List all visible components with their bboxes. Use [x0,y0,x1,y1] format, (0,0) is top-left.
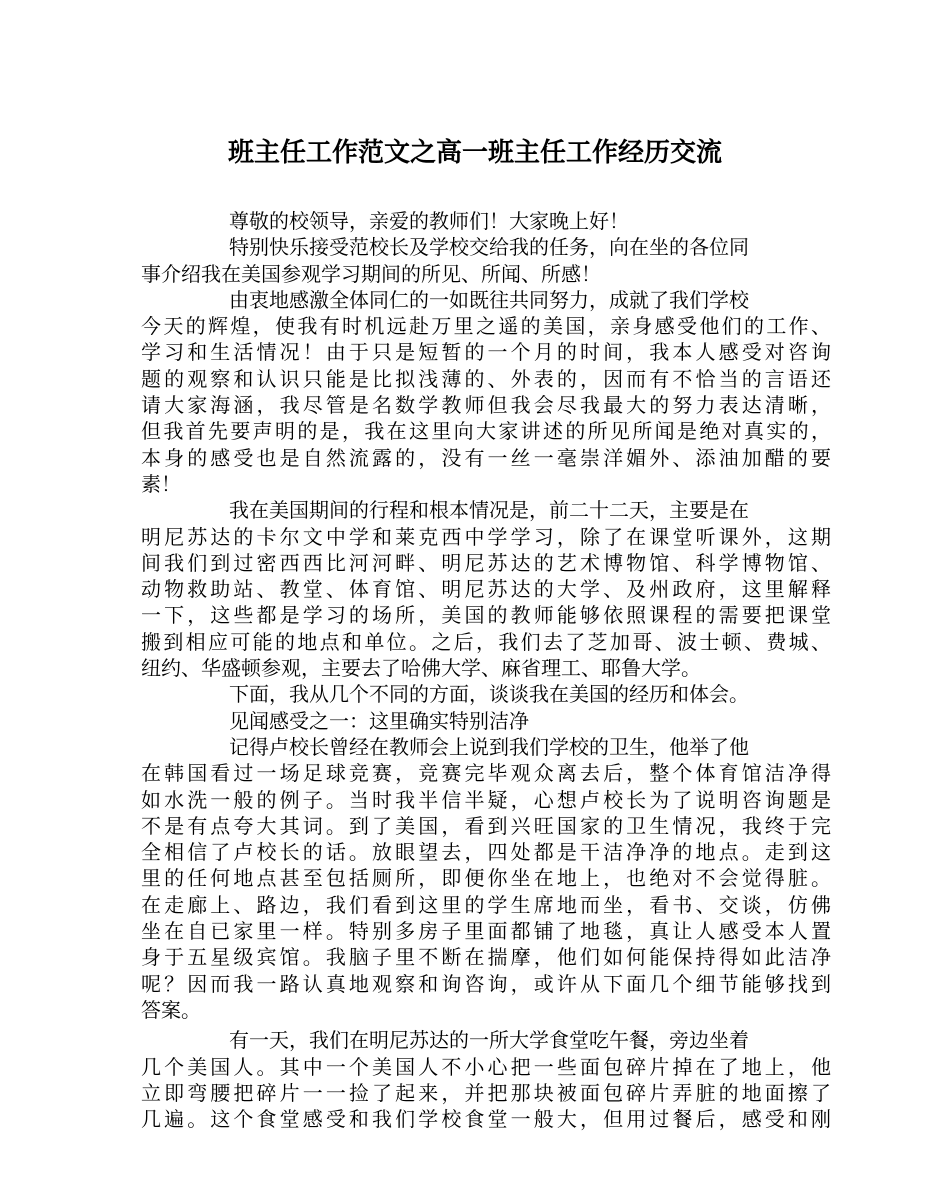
document-title: 班主任工作范文之高一班主任工作经历交流 [227,138,722,168]
text-line: 事介绍我在美国参观学习期间的所见、所闻、所感！ [141,261,601,286]
text-line: 立即弯腰把碎片一一捡了起来，并把那块被面包碎片弄脏的地面擦了 [141,1080,831,1105]
text-line: 今天的辉煌，使我有时机远赴万里之遥的美国，亲身感受他们的工作、 [141,314,831,339]
text-line: 见闻感受之一：这里确实特别洁净 [229,708,529,733]
text-line: 一下，这些都是学习的场所，美国的教师能够依照课程的需要把课堂 [141,603,831,628]
text-line: 身于五星级宾馆。我脑子里不断在揣摩，他们如何能保持得如此洁净 [141,945,831,970]
text-line: 间我们到过密西西比河河畔、明尼苏达的艺术博物馆、科学博物馆、 [141,550,831,575]
text-line: 里的任何地点甚至包括厕所，即便你坐在地上，也绝对不会觉得脏。 [141,866,831,891]
text-line: 明尼苏达的卡尔文中学和莱克西中学学习，除了在课堂听课外，这期 [141,524,831,549]
text-line: 纽约、华盛顿参观，主要去了哈佛大学、麻省理工、耶鲁大学。 [141,656,701,681]
text-line: 呢？因而我一路认真地观察和询咨询，或许从下面几个细节能够找到 [141,971,831,996]
text-line: 有一天，我们在明尼苏达的一所大学食堂吃午餐，旁边坐着 [229,1028,749,1053]
text-line: 如水洗一般的例子。当时我半信半疑，心想卢校长为了说明咨询题是 [141,787,831,812]
text-line: 尊敬的校领导，亲爱的教师们！大家晚上好！ [229,209,629,233]
text-line: 素！ [141,471,181,496]
text-line: 由衷地感激全体同仁的一如既往共同努力，成就了我们学校 [229,287,749,312]
text-line: 我在美国期间的行程和根本情况是，前二十二天，主要是在 [229,498,749,523]
text-line: 在走廊上、路边，我们看到这里的学生席地而坐，看书、交谈，仿佛 [141,892,831,917]
text-line: 请大家海涵，我尽管是名数学教师但我会尽我最大的努力表达清晰， [141,393,831,418]
text-line: 动物救助站、教堂、体育馆、明尼苏达的大学、及州政府，这里解释 [141,577,831,602]
text-line: 下面，我从几个不同的方面，谈谈我在美国的经历和体会。 [229,682,749,707]
text-line: 记得卢校长曾经在教师会上说到我们学校的卫生，他举了他 [229,734,749,759]
text-line: 特别快乐接受范校长及学校交给我的任务，向在坐的各位同 [229,235,749,260]
text-line: 全相信了卢校长的话。放眼望去，四处都是干洁净净的地点。走到这 [141,840,831,865]
text-line: 几个美国人。其中一个美国人不小心把一些面包碎片掉在了地上，他 [141,1054,831,1079]
text-line: 答案。 [141,997,201,1022]
text-line: 在韩国看过一场足球竞赛，竞赛完毕观众离去后，整个体育馆洁净得 [141,761,831,786]
text-line: 坐在自已家里一样。特别多房子里面都铺了地毯，真让人感受本人置 [141,919,831,944]
document-body [141,208,831,1132]
text-line: 几遍。这个食堂感受和我们学校食堂一般大，但用过餐后，感受和刚 [141,1107,831,1132]
text-line: 搬到相应可能的地点和单位。之后，我们去了芝加哥、波士顿、费城、 [141,629,831,654]
text-line: 本身的感受也是自然流露的，没有一丝一毫崇洋媚外、添油加醋的要 [141,445,831,470]
text-line: 学习和生活情况！由于只是短暂的一个月的时间，我本人感受对咨询 [141,340,831,365]
text-line: 但我首先要声明的是，我在这里向大家讲述的所见所闻是绝对真实的， [141,419,831,444]
text-line: 题的观察和认识只能是比拟浅薄的、外表的，因而有不恰当的言语还 [141,366,831,391]
text-line: 不是有点夸大其词。到了美国，看到兴旺国家的卫生情况，我终于完 [141,813,831,838]
